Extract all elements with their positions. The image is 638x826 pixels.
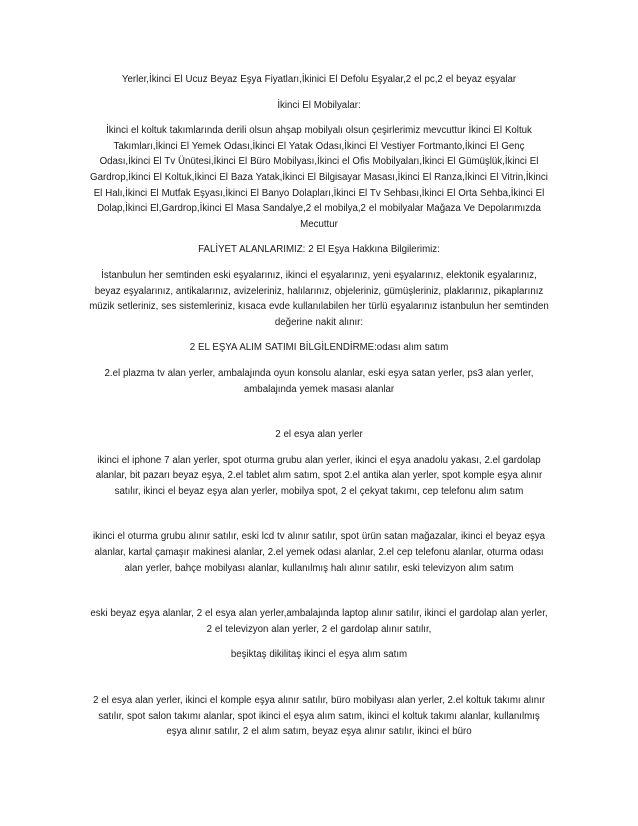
paragraph-istanbul: İstanbulun her semtinden eski eşyalarınız, ikinci el eşyalarınız, yeni eşyalarınız, elektonik eşyalarınız, beyaz eşyalarınız, antikalarınız, avizeleriniz, halılarınız, objeleriniz, gümüşleriniz, plaklarınız, pikaplarınız müzik setleriniz, ses sistemleriniz, kısaca evde kullanılabilen her türlü eşyalarınız istanbulun her semtinden değerine nakit alınır: (89, 269, 549, 328)
paragraph-iphone: ikinci el iphone 7 alan yerler, spot oturma grubu alan yerler, ikinci el eşya anadolu yakası, 2.el gardolap alanlar, bit pazarı beyaz eşya, 2.el tablet alım satım, spot 2.el antika alan yerler, spot komple eşya alınır satılır, ikinci el beyaz eşya alan yerler, mobilya spot, 2 el çekyat takımı, cep telefonu alım satım (95, 454, 543, 497)
paragraph-eski-beyaz-esya: eski beyaz eşya alanlar, 2 el esya alan yerler,ambalajında laptop alınır satılır, ikinci el gardolap alan yerler, 2 el televizyon alan yerler, 2 el gardolap alınır satılır, (90, 608, 548, 635)
paragraph-mobilya-list: İkinci el koltuk takımlarında derili olsun ahşap mobilyalı olsun çeşirlerimiz mevcuttur İkinci El Koltuk Takımları,İkinci El Yemek Odası,İkinci El Yatak Odası,İkinci El Vestiyer Fortmanto,İkinci El Genç Odası,İkinci El Tv Ünütesi,İkinci El Büro Mobilyası,İkinci el Ofis Mobilyaları,İkinci El Gümüşlük,İkinci El Gardrop,İkinci El Koltuk,İkinci El Baza Yatak,İkinci El Bilgisayar Masası,İkinci El Ranza,İkinci El Vitrin,İkinci El Halı,İkinci El Mutfak Eşyası,İkinci El Banyo Dolapları,İkinci El Tv Sehbası,İkinci El Orta Sehba,İkinci El Dolap,İkinci El,Gardrop,İkinci El Masa Sandalye,2 el mobilya,2 el mobilyalar Mağaza Ve Depolarımızda Mecuttur (90, 125, 548, 230)
heading-faliyet: FALİYET ALANLARIMIZ: 2 El Eşya Hakkına Bilgilerimiz: (198, 244, 440, 256)
heading-besiktas: beşiktaş dikilitaş ikinci el eşya alım satım (230, 649, 408, 661)
heading-mobilyalar: İkinci El Mobilyalar: (277, 99, 361, 111)
paragraph-komple-esya: 2 el esya alan yerler, ikinci el komple eşya alınır satılır, büro mobilyası alan yerler, 2.el koltuk takımı alınır satılır, spot salon takımı alanlar, spot ikinci el eşya alım satım, ikinci el koltuk takımı alanlar, kullanılmış eşya alınır satılır, 2 el alım satım, beyaz eşya alınır satılır, ikinci el büro (92, 695, 546, 738)
paragraph-plazma-tv: 2.el plazma tv alan yerler, ambalajında oyun konsolu alanlar, eski eşya satan yerler, ps3 alan yerler, ambalajında yemek masası alanlar (104, 367, 534, 395)
heading-esya-alan-yerler: 2 el esya alan yerler (275, 429, 363, 441)
paragraph-intro: Yerler,İkinci El Ucuz Beyaz Eşya Fiyatları,İkinici El Defolu Eşyalar,2 el pc,2 el beyaz eşyalar (121, 74, 517, 85)
paragraph-oturma-grubu: ikinci el oturma grubu alınır satılır, eski lcd tv alınır satılır, spot ürün satan mağazalar, ikinci el beyaz eşya alanlar, kartal çamaşır makinesi alanlar, 2.el yemek odası alanlar, 2.el cep telefonu alanlar, oturma odası alan yerler, bahçe mobilyası alanlar, kullanılmış halı alınır satılır, eski televizyon alım satım (92, 531, 546, 574)
heading-alim-satim: 2 EL EŞYA ALIM SATIMI BİLGİLENDİRME:odası alım satım (189, 342, 449, 354)
